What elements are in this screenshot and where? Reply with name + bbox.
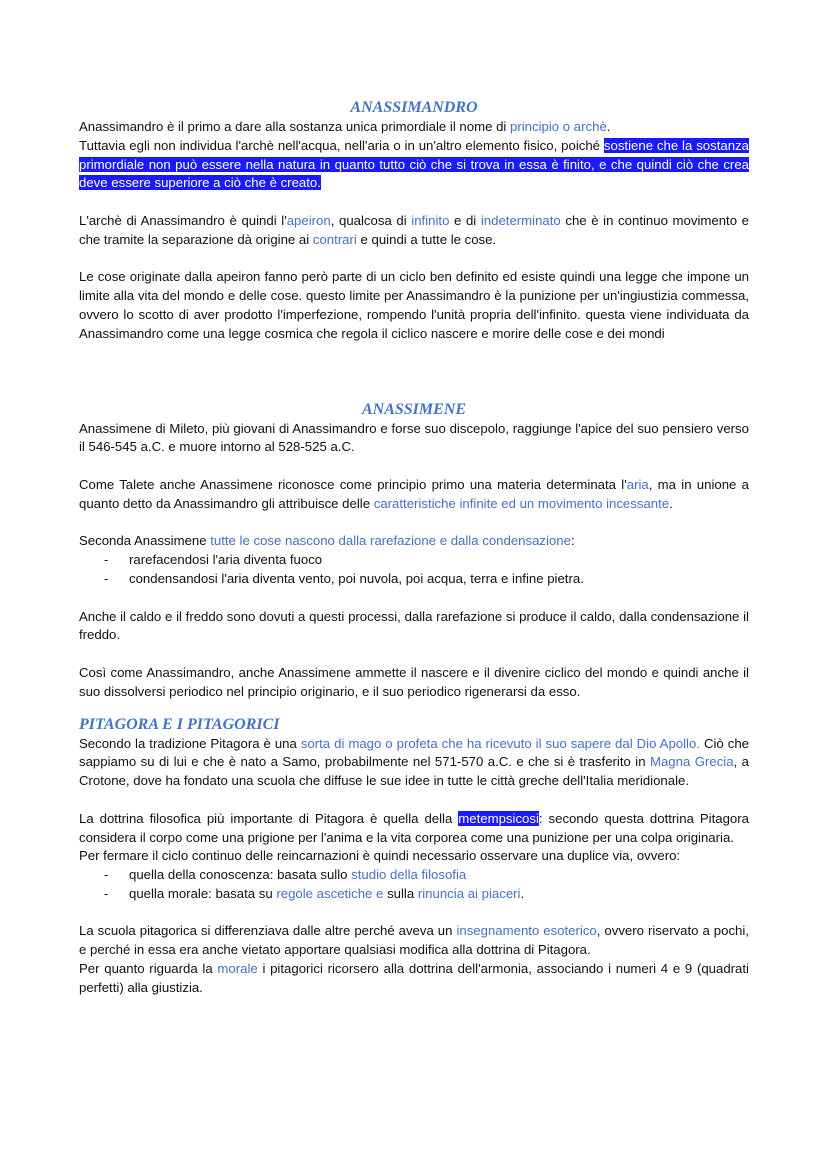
text-run: Anassimandro è il primo a dare alla sostanza unica primordiale il nome di bbox=[79, 119, 511, 134]
text-run: che è in continuo movimento e che tramite la separazione dà origine ai bbox=[79, 212, 749, 247]
highlight-term: tutte le cose nascono dalla rarefazione e dalla condensazione bbox=[210, 533, 571, 549]
text-run: e quindi a tutte le cose. bbox=[356, 231, 497, 247]
highlight-term: sorta di mago o profeta che ha ricevuto il suo sapere dal Dio Apollo. bbox=[300, 735, 700, 751]
selected-text[interactable]: sostiene che la sostanza primordiale non può essere nella natura in quanto tutto ciò che si trova in essa è finito, e che quindi ciò che crea deve essere superiore a ciò che è creato. bbox=[79, 137, 749, 191]
selected-text[interactable]: metempsicosi bbox=[458, 810, 539, 826]
text-run: quella della conoscenza: basata sullo bbox=[129, 867, 352, 883]
paragraph: Così come Anassimandro, anche Anassimene ammette il nascere e il divenire ciclico del mondo e quindi anche il suo dissolversi periodico nel principio originario, e il suo periodico rigenerarsi da esso. bbox=[79, 664, 749, 699]
text-run: La dottrina filosofica più importante di Pitagora è quella della bbox=[79, 810, 459, 826]
highlight-term: infinito bbox=[411, 212, 450, 228]
text-run: Secondo la tradizione Pitagora è una bbox=[79, 735, 301, 751]
dash-bullet: - bbox=[104, 867, 109, 883]
text-run: . bbox=[669, 495, 673, 511]
text-run: , ovvero riservato a pochi, e perché in essa era anche vietato apportare qualsiasi modifica alla dottrina di Pitagora. bbox=[79, 923, 749, 958]
text-run: Per quanto riguarda la bbox=[79, 961, 218, 977]
highlight-term: regole ascetiche e bbox=[276, 885, 384, 901]
text-run: : secondo questa dottrina Pitagora considera il corpo come una prigione per l'anima e la vita corporea come una punizione per una colpa originaria. bbox=[79, 810, 749, 845]
paragraph: Le cose originate dalla apeiron fanno però parte di un ciclo ben definito ed esiste quindi una legge che impone un limite alla vita del mondo e delle cose. questo limite per Anassimandro è la punizione per un'ingiustizia commessa, ovvero lo scotto di aver prodotto l'imperfezione, rompendo l'unità propria dell'infinito. questa viene individuata da Anassimandro come una legge cosmica che regola il ciclico nascere e morire delle cose e dei mondi bbox=[79, 269, 749, 341]
dash-bullet: - bbox=[104, 885, 109, 901]
text-run: , ma in unione a quanto detto da Anassimandro gli attribuisce delle bbox=[79, 476, 750, 511]
list-item bbox=[79, 885, 749, 904]
highlight-term: Magna Grecia bbox=[649, 754, 734, 770]
paragraph: Anche il caldo e il freddo sono dovuti a questi processi, dalla rarefazione si produce il caldo, dalla condensazione il freddo. bbox=[79, 608, 749, 643]
text-run: La scuola pitagorica si differenziava dalle altre perché aveva un bbox=[79, 923, 457, 939]
text-run: Seconda Anassimene bbox=[79, 533, 211, 549]
text-run: . bbox=[520, 885, 525, 901]
text-run: Ciò che sappiamo su di lui e che è nato a Samo, probabilmente nel 571-570 a.C. e che si è trasferito in bbox=[79, 735, 749, 770]
text-run: Come Talete anche Anassimene riconosce come principio primo una materia determinata l' bbox=[79, 476, 627, 492]
paragraph: Anassimene di Mileto, più giovani di Anassimandro e forse suo discepolo, raggiunge l'apice del suo pensiero verso il 546-545 a.C. e muore intorno al 528-525 a.C. bbox=[79, 420, 749, 455]
paragraph bbox=[79, 476, 749, 514]
list-item bbox=[79, 866, 749, 885]
list-item bbox=[79, 570, 749, 589]
text-run: . bbox=[606, 119, 611, 134]
dash-bullet: - bbox=[104, 570, 109, 586]
highlight-term: morale bbox=[217, 961, 258, 977]
dash-bullet: - bbox=[104, 552, 109, 568]
list-item-text: condensandosi l'aria diventa vento, poi nuvola, poi acqua, terra e infine pietra. bbox=[129, 570, 584, 586]
paragraph: Per fermare il ciclo continuo delle reincarnazioni è quindi necessario osservare una duplice via, ovvero: bbox=[79, 848, 681, 864]
dash-list bbox=[79, 866, 749, 904]
section-title-pitagora: PITAGORA E I PITAGORICI bbox=[79, 715, 280, 733]
list-item bbox=[79, 551, 749, 570]
paragraph bbox=[79, 960, 749, 998]
paragraph bbox=[79, 922, 749, 960]
highlight-term: caratteristiche infinite ed un movimento incessante bbox=[373, 495, 670, 511]
paragraph bbox=[79, 532, 749, 551]
paragraph bbox=[79, 137, 749, 193]
paragraph bbox=[79, 118, 749, 137]
text-run: , qualcosa di bbox=[330, 212, 412, 228]
paragraph bbox=[79, 212, 749, 250]
paragraph bbox=[79, 810, 749, 848]
text-run: e di bbox=[449, 212, 481, 228]
text-run: sulla bbox=[383, 885, 418, 901]
highlight-term: studio della filosofia bbox=[351, 867, 467, 883]
text-run: quella morale: basata su bbox=[129, 885, 277, 901]
document-page bbox=[79, 98, 749, 998]
highlight-term: aria bbox=[626, 476, 649, 492]
section-title-anassimandro: ANASSIMANDRO bbox=[350, 99, 478, 116]
text-run: : bbox=[570, 533, 575, 549]
text-run: , a Crotone, dove ha fondato una scuola che diffuse le sue idee in tutte le città greche dell'Italia meridionale. bbox=[79, 754, 749, 789]
text-run: L'archè di Anassimandro è quindi l' bbox=[79, 212, 287, 228]
text-run: Tuttavia egli non individua l'archè nell'acqua, nell'aria o in un'altro elemento fisico, poiché bbox=[79, 137, 604, 153]
highlight-term: indeterminato bbox=[480, 212, 561, 228]
highlight-term: apeiron bbox=[286, 212, 331, 228]
paragraph bbox=[79, 735, 749, 791]
text-run: i pitagorici ricorsero alla dottrina dell'armonia, associando i numeri 4 e 9 (quadrati perfetti) alla giustizia. bbox=[79, 961, 749, 995]
dash-list bbox=[79, 551, 749, 589]
list-item-text: rarefacendosi l'aria diventa fuoco bbox=[129, 552, 323, 568]
highlight-term: principio o archè bbox=[510, 119, 607, 134]
highlight-term: contrari bbox=[312, 231, 357, 247]
highlight-term: insegnamento esoterico bbox=[456, 923, 597, 939]
highlight-term: rinuncia ai piaceri bbox=[417, 885, 521, 901]
section-title-anassimene: ANASSIMENE bbox=[361, 400, 467, 418]
